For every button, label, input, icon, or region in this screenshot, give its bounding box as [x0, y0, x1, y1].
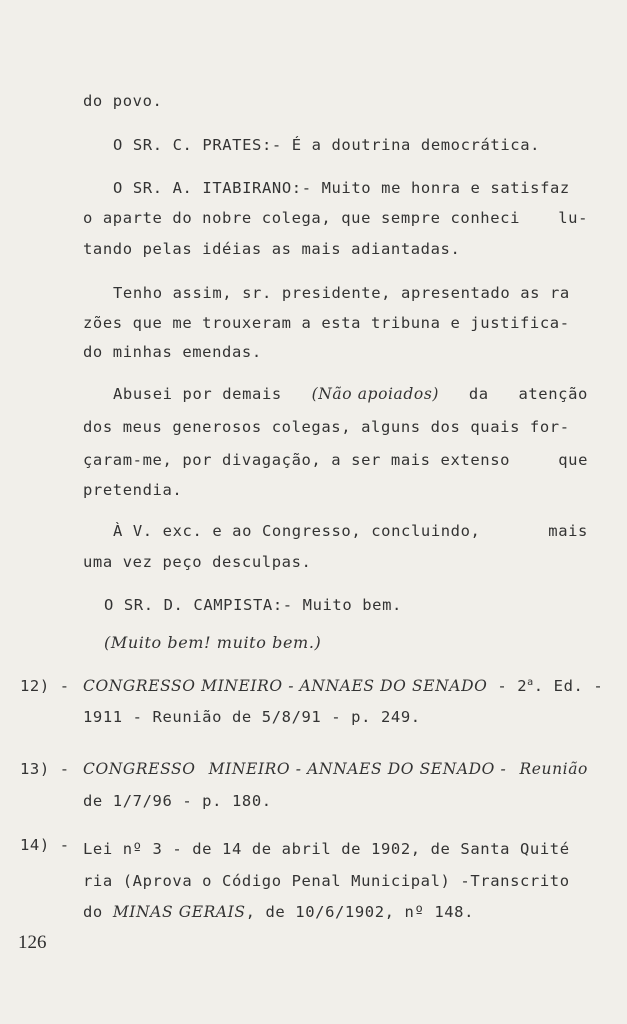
- text-segment: - 2: [497, 677, 528, 696]
- footnote-13: [83, 760, 588, 778]
- text-segment: atenção: [518, 385, 588, 403]
- text-line: [83, 903, 474, 921]
- text-line: 1911 - Reunião de 5/8/91 - p. 249.: [83, 708, 421, 726]
- text-line: dos meus generosos colegas, alguns dos quais for-: [83, 418, 570, 436]
- text-line: tando pelas idéias as mais adiantadas.: [83, 240, 461, 258]
- text-line: uma vez peço desculpas.: [83, 553, 312, 571]
- footnote-12: [83, 677, 604, 696]
- text-segment: o aparte do nobre colega, que sempre conheci: [83, 209, 520, 227]
- text-segment: lu-: [558, 209, 588, 227]
- italic-remark: (Muito bem! muito bem.): [104, 633, 322, 652]
- text-segment: do: [83, 903, 103, 921]
- text-segment: que: [558, 451, 588, 469]
- text-line: [113, 522, 588, 540]
- text-segment: Abusei por demais: [113, 385, 282, 403]
- text-line: [113, 385, 588, 403]
- text-segment: çaram-me, por divagação, a ser mais extenso: [83, 451, 511, 469]
- text-line: pretendia.: [83, 481, 183, 499]
- text-line: ria (Aprova o Código Penal Municipal) -Transcrito: [83, 872, 570, 890]
- text-segment: À V. exc. e ao Congresso, concluindo,: [113, 522, 481, 540]
- page-number: 126: [18, 932, 47, 953]
- text-line: de 1/7/96 - p. 180.: [83, 792, 272, 810]
- footnote-number: 13) -: [20, 760, 70, 778]
- text-segment: da: [468, 385, 489, 403]
- footnote-14: Lei nº 3 - de 14 de abril de 1902, de Santa Quité: [83, 840, 570, 858]
- speech-prates: O SR. C. PRATES:- É a doutrina democrática.: [113, 136, 541, 154]
- text-line: zões que me trouxeram a esta tribuna e justifica-: [83, 314, 570, 332]
- italic-remark: (Não apoiados): [311, 385, 440, 403]
- italic-title: CONGRESSO: [83, 760, 196, 778]
- italic-title: CONGRESSO MINEIRO - ANNAES DO SENADO: [83, 677, 488, 696]
- text-segment: , de 10/6/1902, nº 148.: [245, 903, 475, 921]
- text-line: Tenho assim, sr. presidente, apresentado as ra: [113, 284, 570, 302]
- text-line: [83, 209, 588, 227]
- italic-title: Reunião: [519, 760, 588, 778]
- text-segment: mais: [548, 522, 588, 540]
- text-line: do povo.: [83, 92, 163, 110]
- footnote-number: 14) -: [20, 836, 70, 854]
- speech-campista: O SR. D. CAMPISTA:- Muito bem.: [104, 596, 402, 614]
- speech-itabirano: O SR. A. ITABIRANO:- Muito me honra e satisfaz: [113, 179, 570, 197]
- italic-title: MINEIRO - ANNAES DO SENADO -: [208, 760, 507, 778]
- superscript: a: [527, 677, 534, 688]
- italic-title: MINAS GERAIS: [112, 903, 246, 921]
- text-segment: . Ed. -: [533, 677, 604, 696]
- text-line: do minhas emendas.: [83, 343, 262, 361]
- footnote-number: 12) -: [20, 677, 70, 695]
- text-line: [83, 451, 588, 469]
